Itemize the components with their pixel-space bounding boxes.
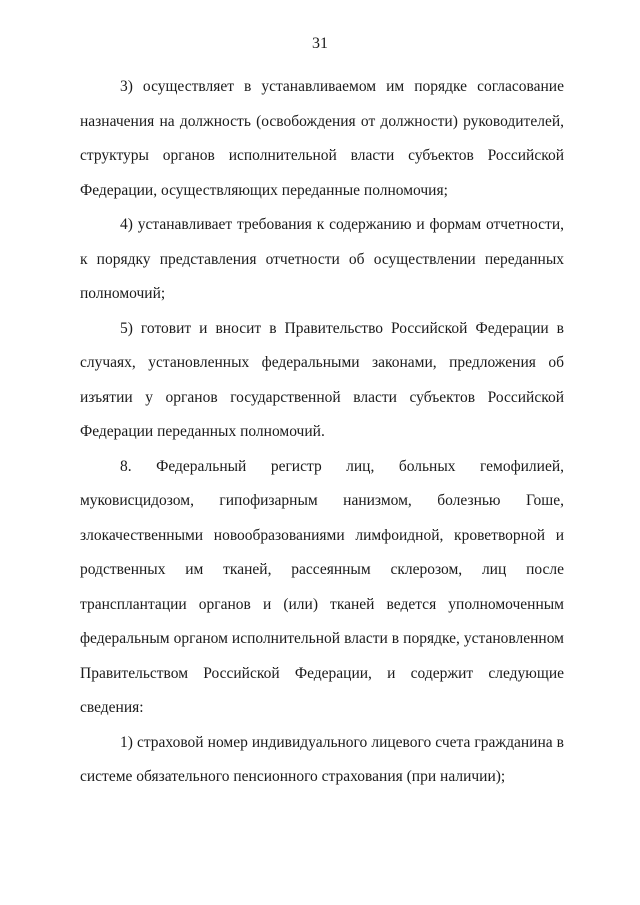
paragraph-item-3: 3) осуществляет в устанавливаемом им порядке согласование назначения на должность (освобождения от должности) руководителей, структуры органов исполнительной власти субъектов Российской Федерации, осуществляющих переданные полномочия; — [80, 78, 564, 199]
paragraph-subitem-1: 1) страховой номер индивидуального лицевого счета гражданина в системе обязательного пенсионного страхования (при наличии); — [80, 733, 564, 785]
document-body — [80, 70, 564, 795]
paragraph-item-5: 5) готовит и вносит в Правительство Российской Федерации в случаях, установленных федеральными законами, предложения об изъятии у органов государственной власти субъектов Российской Федерации переданных полномочий. — [80, 319, 564, 440]
paragraph-section-8: 8. Федеральный регистр лиц, больных гемофилией, муковисцидозом, гипофизарным нанизмом, болезнью Гоше, злокачественными новообразованиями лимфоидной, кроветворной и родственных им тканей, рассеянным склерозом, лиц после трансплантации органов и (или) тканей ведется уполномоченным федеральным органом исполнительной власти в порядке, установленном Правительством Российской Федерации, и содержит следующие сведения: — [80, 457, 564, 716]
page-number: 31 — [312, 35, 328, 52]
paragraph-item-4: 4) устанавливает требования к содержанию и формам отчетности, к порядку представления отчетности об осуществлении переданных полномочий; — [80, 216, 564, 302]
